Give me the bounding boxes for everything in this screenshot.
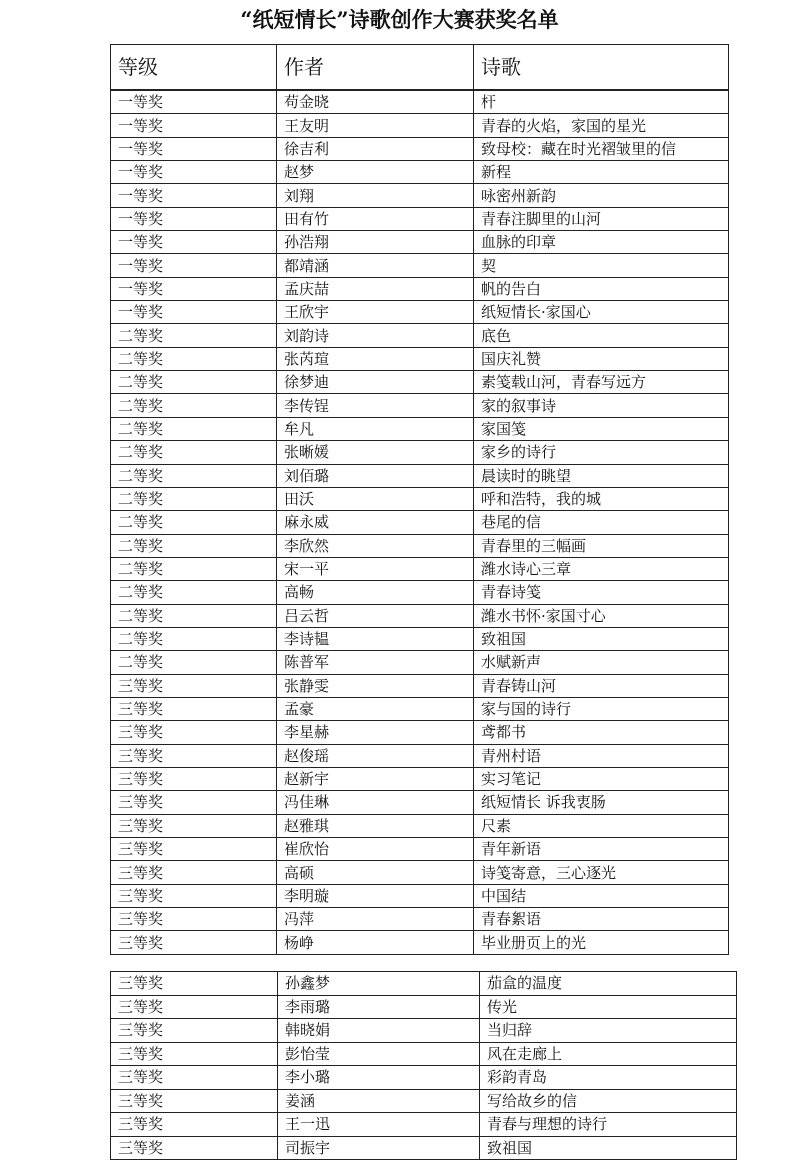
table-row (111, 1136, 737, 1160)
cell-author: 刘翔 (277, 184, 474, 207)
table-row (111, 744, 729, 767)
table-row (111, 394, 729, 417)
cell-grade: 三等奖 (111, 791, 277, 814)
cell-grade: 二等奖 (111, 464, 277, 487)
table-row (111, 1089, 737, 1113)
cell-grade: 三等奖 (111, 931, 277, 954)
table-row (111, 1113, 737, 1137)
cell-poem: 鸢都书 (474, 721, 729, 744)
cell-author: 张芮瑄 (277, 347, 474, 370)
cell-author: 李传锃 (277, 394, 474, 417)
document-title: “纸短情长”诗歌创作大赛获奖名单 (240, 7, 559, 32)
cell-author: 冯佳琳 (277, 791, 474, 814)
cell-grade: 二等奖 (111, 627, 277, 650)
cell-grade: 二等奖 (111, 604, 277, 627)
awards-table (110, 44, 729, 955)
cell-grade: 二等奖 (111, 417, 277, 440)
cell-poem: 呼和浩特，我的城 (474, 487, 729, 510)
table-row (111, 137, 729, 160)
cell-poem: 风在走廊上 (480, 1042, 737, 1066)
cell-author: 徐吉利 (277, 137, 474, 160)
cell-grade: 二等奖 (111, 557, 277, 580)
cell-author: 司振宇 (278, 1136, 480, 1160)
cell-author: 孙浩翔 (277, 231, 474, 254)
cell-poem: 家的叙事诗 (474, 394, 729, 417)
cell-poem: 晨读时的眺望 (474, 464, 729, 487)
cell-poem: 青州村语 (474, 744, 729, 767)
cell-author: 李星赫 (277, 721, 474, 744)
cell-grade: 三等奖 (111, 767, 277, 790)
cell-poem: 纸短情长·家国心 (474, 301, 729, 324)
table-row (111, 114, 729, 137)
table-row (111, 884, 729, 907)
cell-grade: 三等奖 (111, 697, 277, 720)
cell-poem: 底色 (474, 324, 729, 347)
cell-author: 李诗韫 (277, 627, 474, 650)
cell-grade: 三等奖 (111, 972, 278, 996)
cell-grade: 三等奖 (111, 1066, 278, 1090)
table-row (111, 511, 729, 534)
table-row (111, 1019, 737, 1043)
table-row (111, 324, 729, 347)
table-row (111, 861, 729, 884)
cell-author: 徐梦迪 (277, 371, 474, 394)
table-row (111, 627, 729, 650)
cell-grade: 二等奖 (111, 441, 277, 464)
cell-poem: 水赋新声 (474, 651, 729, 674)
cell-author: 牟凡 (277, 417, 474, 440)
cell-poem: 潍水诗心三章 (474, 557, 729, 580)
table-row (111, 791, 729, 814)
table-row (111, 908, 729, 931)
cell-poem: 国庆礼赞 (474, 347, 729, 370)
cell-poem: 尺素 (474, 814, 729, 837)
cell-poem: 致祖国 (480, 1136, 737, 1160)
cell-author: 高硕 (277, 861, 474, 884)
cell-author: 李明璇 (277, 884, 474, 907)
cell-grade: 二等奖 (111, 394, 277, 417)
cell-poem: 帆的告白 (474, 277, 729, 300)
cell-author: 赵新宇 (277, 767, 474, 790)
cell-poem: 传光 (480, 995, 737, 1019)
table-row (111, 254, 729, 277)
table-header-row (111, 45, 729, 91)
cell-poem: 青春里的三幅画 (474, 534, 729, 557)
cell-poem: 茄盒的温度 (480, 972, 737, 996)
cell-grade: 三等奖 (111, 1042, 278, 1066)
cell-grade: 一等奖 (111, 137, 277, 160)
cell-author: 赵梦 (277, 161, 474, 184)
cell-author: 刘佰璐 (277, 464, 474, 487)
cell-grade: 三等奖 (111, 1113, 278, 1137)
table-row (111, 697, 729, 720)
cell-author: 彭怡莹 (278, 1042, 480, 1066)
header-author: 作者 (277, 45, 474, 91)
cell-poem: 杆 (474, 90, 729, 114)
table-row (111, 604, 729, 627)
cell-grade: 二等奖 (111, 651, 277, 674)
cell-grade: 一等奖 (111, 161, 277, 184)
cell-author: 赵雅琪 (277, 814, 474, 837)
table-row (111, 441, 729, 464)
table-row (111, 207, 729, 230)
table-row (111, 931, 729, 954)
cell-poem: 青年新语 (474, 838, 729, 861)
table-row (111, 371, 729, 394)
cell-grade: 三等奖 (111, 674, 277, 697)
cell-poem: 致母校：藏在时光褶皱里的信 (474, 137, 729, 160)
cell-grade: 三等奖 (111, 995, 278, 1019)
table-row (111, 90, 729, 114)
cell-grade: 三等奖 (111, 861, 277, 884)
cell-author: 高畅 (277, 581, 474, 604)
cell-author: 吕云哲 (277, 604, 474, 627)
table-row (111, 838, 729, 861)
cell-grade: 二等奖 (111, 347, 277, 370)
cell-grade: 一等奖 (111, 277, 277, 300)
awards-table-continued-body (111, 972, 737, 1160)
table-row (111, 651, 729, 674)
table-row (111, 161, 729, 184)
table-row (111, 721, 729, 744)
table-row (111, 1066, 737, 1090)
cell-poem: 诗笺寄意，三心逐光 (474, 861, 729, 884)
cell-poem: 家与国的诗行 (474, 697, 729, 720)
cell-poem: 家乡的诗行 (474, 441, 729, 464)
cell-grade: 二等奖 (111, 371, 277, 394)
cell-author: 麻永威 (277, 511, 474, 534)
cell-grade: 三等奖 (111, 1136, 278, 1160)
cell-author: 张静雯 (277, 674, 474, 697)
table-row (111, 464, 729, 487)
cell-author: 孟豪 (277, 697, 474, 720)
cell-poem: 致祖国 (474, 627, 729, 650)
cell-author: 刘韵诗 (277, 324, 474, 347)
cell-grade: 三等奖 (111, 744, 277, 767)
cell-poem: 彩韵青岛 (480, 1066, 737, 1090)
table-row (111, 487, 729, 510)
table-row (111, 767, 729, 790)
cell-author: 韩晓娟 (278, 1019, 480, 1043)
cell-grade: 三等奖 (111, 721, 277, 744)
cell-poem: 当归辞 (480, 1019, 737, 1043)
cell-author: 冯萍 (277, 908, 474, 931)
cell-grade: 三等奖 (111, 838, 277, 861)
cell-author: 李雨璐 (278, 995, 480, 1019)
cell-grade: 三等奖 (111, 908, 277, 931)
table-row (111, 674, 729, 697)
cell-poem: 巷尾的信 (474, 511, 729, 534)
cell-grade: 三等奖 (111, 814, 277, 837)
cell-author: 苟金晓 (277, 90, 474, 114)
cell-author: 王一迅 (278, 1113, 480, 1137)
table-row (111, 184, 729, 207)
cell-author: 孙鑫梦 (278, 972, 480, 996)
table-row (111, 995, 737, 1019)
cell-poem: 青春的火焰，家国的星光 (474, 114, 729, 137)
cell-grade: 一等奖 (111, 184, 277, 207)
cell-poem: 中国结 (474, 884, 729, 907)
cell-poem: 毕业册页上的光 (474, 931, 729, 954)
table-row (111, 301, 729, 324)
cell-author: 王欣宇 (277, 301, 474, 324)
header-grade: 等级 (111, 45, 277, 91)
cell-grade: 一等奖 (111, 90, 277, 114)
cell-grade: 一等奖 (111, 231, 277, 254)
cell-poem: 潍水书怀·家国寸心 (474, 604, 729, 627)
cell-author: 田有竹 (277, 207, 474, 230)
cell-grade: 一等奖 (111, 207, 277, 230)
header-poem: 诗歌 (474, 45, 729, 91)
cell-author: 孟庆喆 (277, 277, 474, 300)
cell-grade: 二等奖 (111, 581, 277, 604)
cell-poem: 青春絮语 (474, 908, 729, 931)
awards-table-continued (110, 971, 737, 1160)
cell-grade: 二等奖 (111, 487, 277, 510)
cell-grade: 一等奖 (111, 301, 277, 324)
table-row (111, 1042, 737, 1066)
cell-grade: 一等奖 (111, 254, 277, 277)
table-row (111, 972, 737, 996)
cell-author: 李小璐 (278, 1066, 480, 1090)
cell-poem: 青春诗笺 (474, 581, 729, 604)
cell-author: 姜涵 (278, 1089, 480, 1113)
table-row (111, 534, 729, 557)
cell-author: 都靖涵 (277, 254, 474, 277)
cell-grade: 三等奖 (111, 1019, 278, 1043)
cell-poem: 咏密州新韵 (474, 184, 729, 207)
cell-poem: 血脉的印章 (474, 231, 729, 254)
cell-grade: 三等奖 (111, 1089, 278, 1113)
table-row (111, 581, 729, 604)
table-row (111, 417, 729, 440)
cell-poem: 契 (474, 254, 729, 277)
cell-author: 王友明 (277, 114, 474, 137)
cell-author: 宋一平 (277, 557, 474, 580)
cell-poem: 青春注脚里的山河 (474, 207, 729, 230)
cell-poem: 青春铸山河 (474, 674, 729, 697)
cell-author: 崔欣怡 (277, 838, 474, 861)
cell-author: 李欣然 (277, 534, 474, 557)
cell-grade: 一等奖 (111, 114, 277, 137)
awards-table-body (111, 90, 729, 954)
cell-poem: 青春与理想的诗行 (480, 1113, 737, 1137)
table-row (111, 557, 729, 580)
cell-grade: 二等奖 (111, 534, 277, 557)
table-row (111, 347, 729, 370)
cell-poem: 新程 (474, 161, 729, 184)
table-row (111, 231, 729, 254)
cell-author: 田沃 (277, 487, 474, 510)
cell-author: 张晰媛 (277, 441, 474, 464)
cell-poem: 写给故乡的信 (480, 1089, 737, 1113)
cell-author: 杨峥 (277, 931, 474, 954)
cell-author: 陈普军 (277, 651, 474, 674)
cell-grade: 三等奖 (111, 884, 277, 907)
table-row (111, 277, 729, 300)
cell-grade: 二等奖 (111, 511, 277, 534)
cell-poem: 实习笔记 (474, 767, 729, 790)
table-row (111, 814, 729, 837)
cell-poem: 素笺载山河，青春写远方 (474, 371, 729, 394)
cell-poem: 纸短情长 诉我衷肠 (474, 791, 729, 814)
cell-grade: 二等奖 (111, 324, 277, 347)
cell-author: 赵俊瑶 (277, 744, 474, 767)
cell-poem: 家国笺 (474, 417, 729, 440)
